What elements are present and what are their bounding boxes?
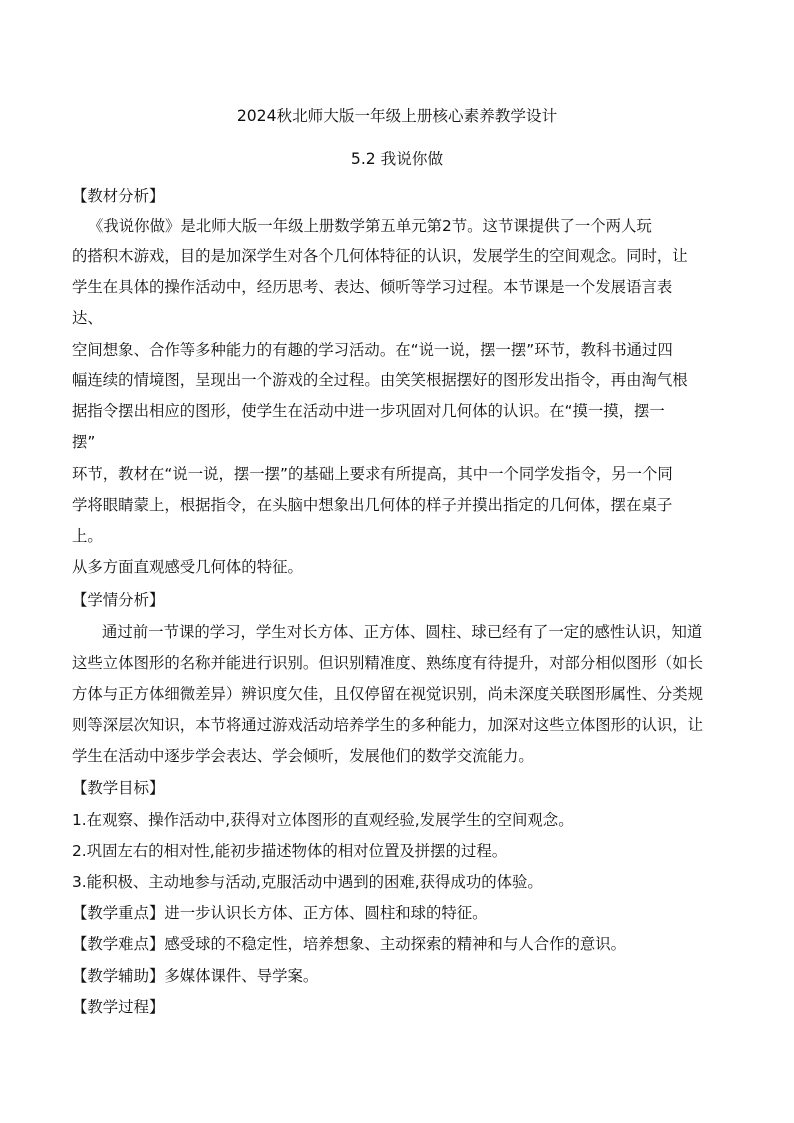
goal-item-3: 3.能积极、主动地参与活动,克服活动中遇到的困难,获得成功的体验。 xyxy=(72,873,543,891)
analysis-paragraph-line: 达、 xyxy=(72,309,103,327)
difficulties: 【教学难点】感受球的不稳定性，培养想象、主动探索的精神和与人合作的意识。 xyxy=(72,935,627,953)
lesson-title: 5.2 我说你做 xyxy=(350,150,444,168)
section-heading-goals: 【教学目标】 xyxy=(72,779,165,797)
students-paragraph-line: 这些立体图形的名称并能进行识别。但识别精准度、熟练度有待提升，对部分相似图形（如长 xyxy=(72,654,704,672)
analysis-paragraph-line: 环节，教材在“说一说，摆一摆”的基础上要求有所提高，其中一个同学发指令，另一个同 xyxy=(72,465,673,483)
students-paragraph-line: 则等深层次知识，本节将通过游戏活动培养学生的多种能力，加深对这些立体图形的认识，让 xyxy=(72,716,704,734)
section-heading-students: 【学情分析】 xyxy=(72,591,165,609)
students-paragraph-line: 通过前一节课的学习，学生对长方体、正方体、圆柱、球已经有了一定的感性认识，知道 xyxy=(102,623,703,641)
analysis-paragraph-line: 学生在具体的操作活动中，经历思考、表达、倾听等学习过程。本节课是一个发展语言表 xyxy=(72,278,673,296)
analysis-paragraph-line: 据指令摆出相应的图形，使学生在活动中进一步巩固对几何体的认识。在“摸一摸，摆一 xyxy=(72,402,665,420)
analysis-paragraph-line: 空间想象、合作等多种能力的有趣的学习活动。在“说一说，摆一摆”环节，教科书通过四 xyxy=(72,341,673,359)
students-paragraph-line: 方体与正方体细微差异）辨识度欠佳，且仅停留在视觉识别，尚未深度关联图形属性、分类规 xyxy=(72,685,704,703)
goal-item-2: 2.巩固左右的相对性,能初步描述物体的相对位置及拼摆的过程。 xyxy=(72,842,508,860)
analysis-paragraph-line: 幅连续的情境图，呈现出一个游戏的全过程。由笑笑根据摆好的图形发出指令，再由淘气根 xyxy=(72,371,688,389)
section-heading-process: 【教学过程】 xyxy=(72,998,165,1016)
analysis-paragraph-line: 从多方面直观感受几何体的特征。 xyxy=(72,558,303,576)
students-paragraph-line: 学生在活动中逐步学会表达、学会倾听，发展他们的数学交流能力。 xyxy=(72,747,534,765)
analysis-paragraph-line: 《我说你做》是北师大版一年级上册数学第五单元第2节。这节课提供了一个两人玩 xyxy=(88,217,652,235)
goal-item-1: 1.在观察、操作活动中,获得对立体图形的直观经验,发展学生的空间观念。 xyxy=(72,811,574,829)
document-title: 2024秋北师大版一年级上册核心素养教学设计 xyxy=(236,107,558,125)
analysis-paragraph-line: 的搭积木游戏，目的是加深学生对各个几何体特征的认识，发展学生的空间观念。同时，让 xyxy=(72,247,688,265)
analysis-paragraph-line: 上。 xyxy=(72,527,103,545)
analysis-paragraph-line: 学将眼睛蒙上，根据指令，在头脑中想象出几何体的样子并摸出指定的几何体，摆在桌子 xyxy=(72,496,673,514)
section-heading-analysis: 【教材分析】 xyxy=(72,187,165,205)
analysis-paragraph-line: 摆” xyxy=(72,433,96,451)
teaching-aids: 【教学辅助】多媒体课件、导学案。 xyxy=(72,967,319,985)
key-points: 【教学重点】进一步认识长方体、正方体、圆柱和球的特征。 xyxy=(72,904,488,922)
